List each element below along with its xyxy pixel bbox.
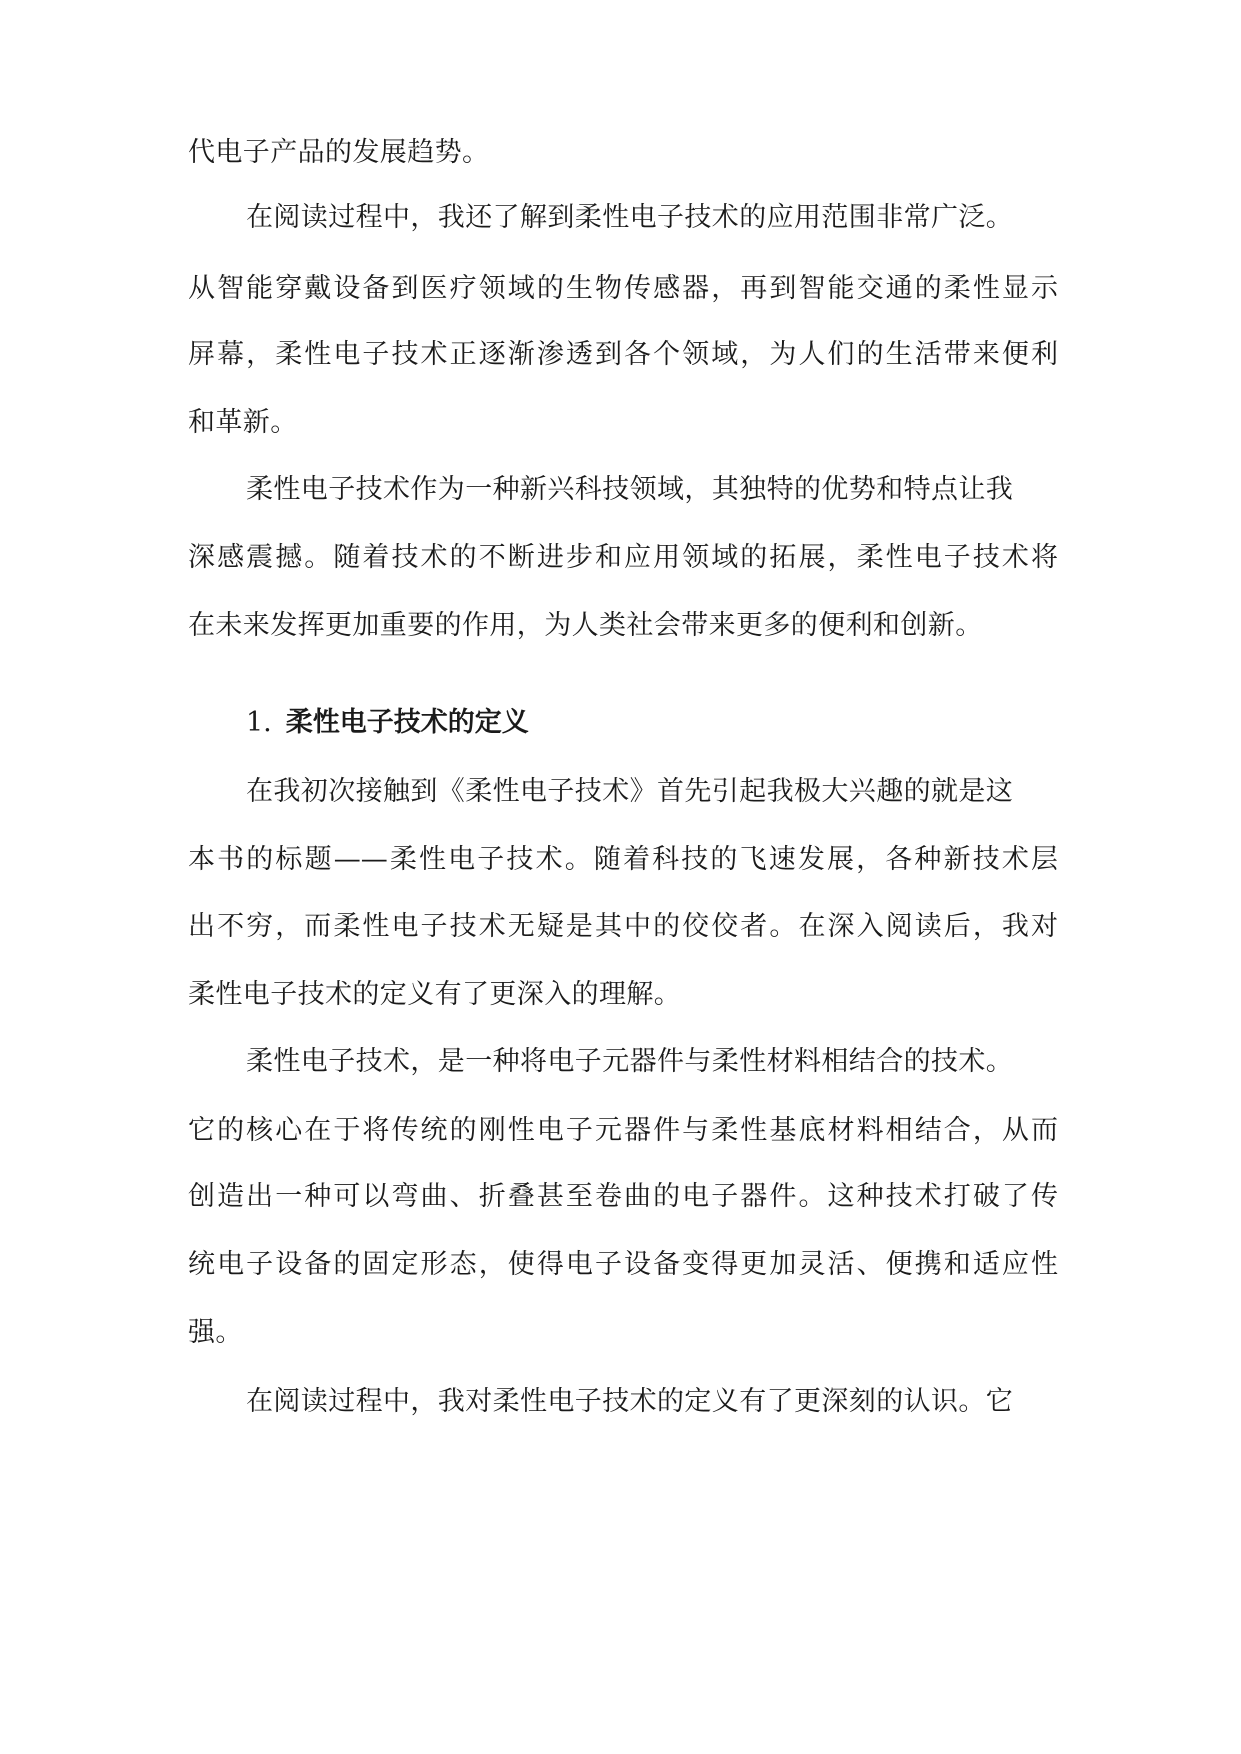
section-number: 1. [246, 707, 272, 738]
paragraph-line: 在我初次接触到《柔性电子技术》首先引起我极大兴趣的就是这 [246, 776, 1014, 807]
paragraph-line: 在阅读过程中，我对柔性电子技术的定义有了更深刻的认识。它 [246, 1386, 1014, 1417]
section-title: 柔性电子技术的定义 [285, 707, 529, 738]
paragraph-line: 在阅读过程中，我还了解到柔性电子技术的应用范围非常广泛。 [246, 202, 1014, 233]
paragraph-line: 深感震撼。随着技术的不断进步和应用领域的拓展，柔性电子技术将 [188, 542, 1058, 573]
paragraph-line: 和革新。 [188, 407, 298, 438]
paragraph-line: 创造出一种可以弯曲、折叠甚至卷曲的电子器件。这种技术打破了传 [188, 1181, 1058, 1212]
paragraph-line: 屏幕，柔性电子技术正逐渐渗透到各个领域，为人们的生活带来便利 [188, 339, 1058, 370]
paragraph-line: 强。 [188, 1317, 243, 1348]
paragraph-line: 从智能穿戴设备到医疗领域的生物传感器，再到智能交通的柔性显示 [188, 273, 1058, 304]
paragraph-line: 柔性电子技术的定义有了更深入的理解。 [188, 979, 682, 1010]
paragraph-line: 它的核心在于将传统的刚性电子元器件与柔性基底材料相结合，从而 [188, 1115, 1058, 1146]
paragraph-line: 出不穷，而柔性电子技术无疑是其中的佼佼者。在深入阅读后，我对 [188, 911, 1058, 942]
paragraph-line: 在未来发挥更加重要的作用，为人类社会带来更多的便利和创新。 [188, 610, 983, 641]
paragraph-line: 代电子产品的发展趋势。 [188, 137, 490, 168]
paragraph-line: 柔性电子技术，是一种将电子元器件与柔性材料相结合的技术。 [246, 1046, 1014, 1077]
paragraph-line: 本书的标题——柔性电子技术。随着科技的飞速发展，各种新技术层 [188, 844, 1058, 875]
section-heading [246, 703, 529, 743]
paragraph-line: 柔性电子技术作为一种新兴科技领域，其独特的优势和特点让我 [246, 474, 1014, 505]
paragraph-line: 统电子设备的固定形态，使得电子设备变得更加灵活、便携和适应性 [188, 1249, 1058, 1280]
